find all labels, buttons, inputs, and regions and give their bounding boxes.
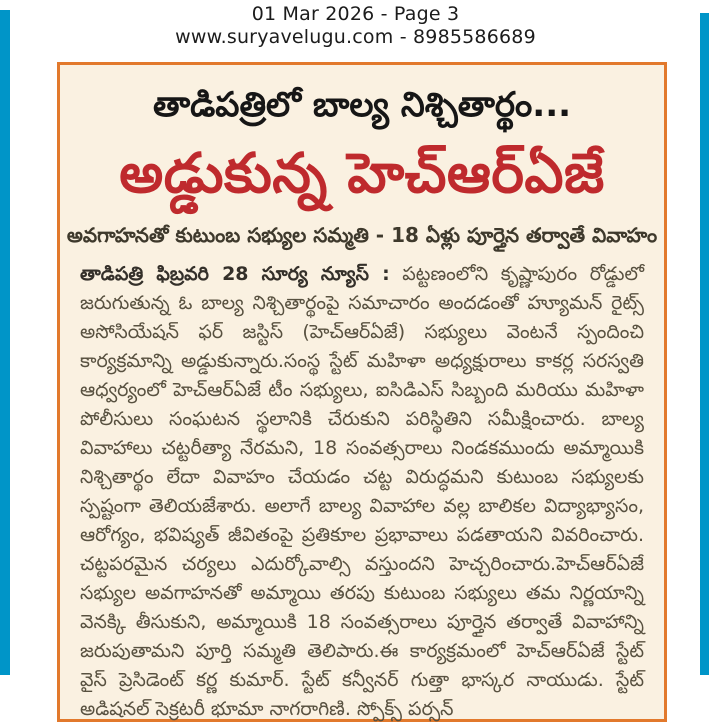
- article-kicker: తాడిపత్రిలో బాల్య నిశ్చితార్థం...: [152, 85, 572, 125]
- left-accent-bar: [0, 10, 10, 675]
- article-subheadline: అవగాహనతో కుటుంబ సభ్యుల సమ్మతి - 18 ఏళ్లు పూర్తైన తర్వాతే వివాహం: [66, 223, 658, 247]
- article-body: [80, 260, 644, 724]
- date-page-line: 01 Mar 2026 - Page 3: [251, 3, 460, 25]
- article-body-text: పట్టణంలోని కృష్ణాపురం రోడ్డులో జరుగుతున్న ఓ బాల్య నిశ్చితార్థంపై సమాచారం అందడంతో హ్యూమన్ రైట్స్ అసోసియేషన్ ఫర్ జస్టిస్ (హెచ్ఆర్ఏజే) సభ్యులు వెంటనే స్పందించి కార్యక్రమాన్ని అడ్డుకున్నారు.సంస్థ స్టేట్ మహిళా అధ్యక్షురాలు కాకర్ల సరస్వతి ఆధ్వర్యంలో హెచ్ఆర్ఏజే టీం సభ్యులు, ఐసిడిఎస్ సిబ్బంది మరియు మహిళా పోలీసులు సంఘటన స్థలానికి చేరుకుని పరిస్థితిని సమీక్షించారు. బాల్య వివాహాలు చట్టరీత్యా నేరమని, 18 సంవత్సరాలు నిండకముందు అమ్మాయికి నిశ్చితార్థం లేదా వివాహం చేయడం చట్ట విరుద్ధమని కుటుంబ సభ్యులకు స్పష్టంగా తెలియజేశారు. అలాగే బాల్య వివాహాల వల్ల బాలికల విద్యాభ్యాసం, ఆరోగ్యం, భవిష్యత్ జీవితంపై ప్రతికూల ప్రభావాలు పడతాయని వివరించారు. చట్టపరమైన చర్యలు ఎదుర్కోవాల్సి వస్తుందని హెచ్చరించారు.హెచ్ఆర్ఏజే సభ్యుల అవగాహనతో అమ్మాయి తరపు కుటుంబ సభ్యులు తమ నిర్ణయాన్ని వెనక్కి తీసుకుని, అమ్మాయికి 18 సంవత్సరాలు పూర్తైన తర్వాతే వివాహాన్ని జరుపుతామని పూర్తి సమ్మతి తెలిపారు.ఈ కార్యక్రమంలో హెచ్ఆర్ఏజే స్టేట్ వైస్ ప్రెసిడెంట్ కర్ణ కుమార్. స్టేట్ కన్వీనర్ గుత్తా భాస్కర నాయుడు. స్టేట్ అడిషనల్ సెక్రటరీ భూమా నాగరాగిణి. స్పోక్స్ పర్సన్: [80, 263, 644, 720]
- article-clipping: [57, 62, 667, 722]
- right-accent-bar: [700, 13, 709, 675]
- page-header: [0, 3, 711, 48]
- website-contact-line: www.suryavelugu.com - 8985586689: [175, 26, 536, 48]
- article-headline: అడ్డుకున్న హెచ్ఆర్ఏజే: [119, 141, 605, 205]
- article-dateline: తాడిపత్రి ఫిబ్రవరి 28 సూర్య న్యూస్ :: [80, 263, 390, 285]
